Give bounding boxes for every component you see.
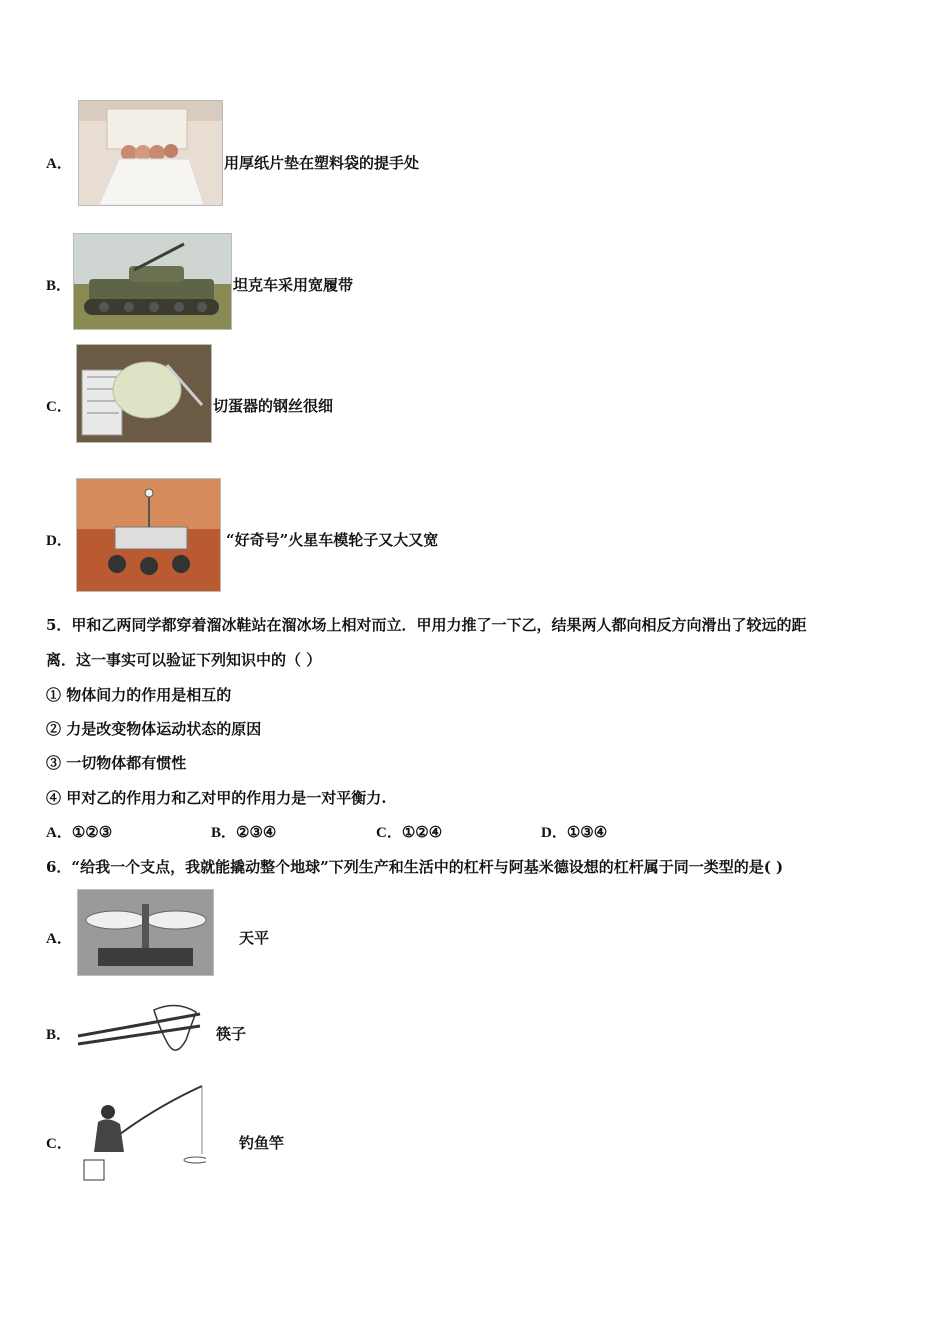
q5-statement-4: ④ 甲对乙的作用力和乙对甲的作用力是一对平衡力. <box>46 789 387 807</box>
q4-option-a-label: A． <box>46 156 72 172</box>
mars-rover-image <box>76 478 221 592</box>
plastic-bag-handle-image <box>78 100 223 206</box>
q6-stem: 6．“给我一个支点，我就能撬动整个地球”下列生产和生活中的杠杆与阿基米德设想的杠杆属于同一类型的是( ) <box>46 858 784 876</box>
q5-choice-b <box>211 821 276 842</box>
q4-option-b-label: B． <box>46 278 72 294</box>
q5-statement-1: ① 物体间力的作用是相互的 <box>46 686 232 704</box>
q5-choice-b-text: ②③④ <box>236 823 277 841</box>
q4-option-b-text: 坦克车采用宽履带 <box>233 276 354 294</box>
chopsticks-image <box>76 1000 202 1058</box>
q5-choice-b-label: B． <box>211 825 237 841</box>
q5-choice-c-label: C． <box>376 825 402 841</box>
q6-option-c-text: 钓鱼竿 <box>239 1134 285 1152</box>
q5-statement-3: ③ 一切物体都有惯性 <box>46 754 187 772</box>
q5-choice-a <box>46 821 112 842</box>
q5-statement-2: ② 力是改变物体运动状态的原因 <box>46 720 262 738</box>
q5-choice-c <box>376 821 442 842</box>
q4-option-c-label: C． <box>46 399 72 415</box>
q5-stem-line1: 5．甲和乙两同学都穿着溜冰鞋站在溜冰场上相对而立．甲用力推了一下乙，结果两人都向相反方向滑出了较远的距 <box>46 616 807 634</box>
q4-option-a-text: 用厚纸片垫在塑料袋的提手处 <box>224 154 420 172</box>
q4-option-c-text: 切蛋器的钢丝很细 <box>213 397 334 415</box>
q6-option-a-text: 天平 <box>239 929 270 947</box>
q5-choice-a-text: ①②③ <box>71 823 113 841</box>
q5-choice-a-label: A． <box>46 825 72 841</box>
q4-option-d-text: “好奇号”火星车模轮子又大又宽 <box>226 531 439 549</box>
q5-stem-line2: 离．这一事实可以验证下列知识中的（ ） <box>46 651 322 669</box>
q4-option-d-label: D． <box>46 533 72 549</box>
q6-option-a-label: A． <box>46 931 72 947</box>
balance-scale-image <box>77 889 214 976</box>
q6-option-b-text: 筷子 <box>216 1025 247 1043</box>
q5-choice-d-text: ①③④ <box>566 823 608 841</box>
q5-choice-d-label: D． <box>541 825 567 841</box>
q6-option-c-label: C． <box>46 1136 72 1152</box>
tank-image <box>73 233 232 330</box>
egg-slicer-image <box>76 344 212 443</box>
q5-choice-c-text: ①②④ <box>401 823 443 841</box>
q6-option-b-label: B． <box>46 1027 72 1043</box>
fishing-rod-image <box>76 1082 206 1185</box>
q5-choice-d <box>541 821 607 842</box>
